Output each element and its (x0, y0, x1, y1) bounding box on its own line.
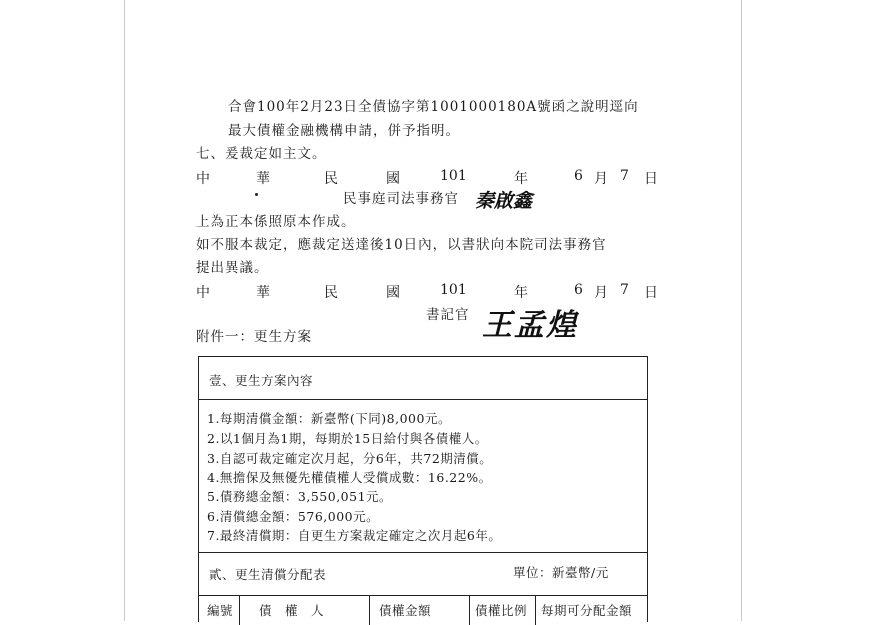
paragraph-line-1: 合會100年2月23日全債協字第1001000180A號函之說明逕向 (228, 99, 639, 115)
date-month: 6 (574, 168, 583, 184)
ruling-date-2 (196, 282, 666, 300)
unit-label: 單位：新臺幣/元 (513, 565, 609, 580)
appeal-line-1: 如不服本裁定，應裁定送達後10日內，以書狀向本院司法事務官 (196, 237, 607, 253)
plan-item: 6.清償總金額：576,000元。 (207, 509, 380, 524)
section-divider (199, 399, 647, 400)
clerk-signature: 王孟煌 (482, 308, 578, 343)
date-char: 國 (386, 285, 400, 301)
date-char: 年 (514, 171, 528, 187)
section2-title: 貳、更生清償分配表 (209, 567, 327, 582)
table-header-top (199, 595, 647, 596)
plan-item: 4.無擔保及無優先權債權人受償成數：16.22%。 (207, 470, 492, 485)
table-header-cell: 債權金額 (379, 603, 432, 618)
copy-note: 上為正本係照原本作成。 (196, 214, 356, 230)
clerk-title: 書記官 (426, 307, 470, 323)
officer-signature: 秦啟鑫 (475, 190, 533, 212)
plan-table (198, 356, 648, 622)
date-char: 民 (324, 285, 338, 301)
date-char: 中 (196, 285, 210, 301)
table-header-cell: 債權比例 (475, 603, 528, 618)
page-left-edge (124, 0, 125, 621)
date-char: 日 (644, 171, 658, 187)
date-char: 月 (594, 171, 608, 187)
page-right-edge (741, 0, 742, 621)
plan-item: 1.每期清償金額：新臺幣(下同)8,000元。 (207, 411, 451, 426)
date-day: 7 (620, 168, 629, 184)
date-day: 7 (620, 282, 629, 298)
date-char: 國 (386, 171, 400, 187)
plan-item: 7.最終清償期：自更生方案裁定確定之次月起6年。 (207, 528, 502, 543)
ruling-item-7: 七、爰裁定如主文。 (196, 146, 327, 162)
appeal-line-2: 提出異議。 (196, 260, 269, 276)
date-char: 中 (196, 171, 210, 187)
ruling-date-1 (196, 168, 666, 186)
annex-title: 附件一：更生方案 (196, 329, 312, 345)
date-char: 月 (594, 285, 608, 301)
section-divider (199, 552, 647, 553)
table-header-cell: 債 權 人 (259, 603, 325, 618)
officer-title: 民事庭司法事務官 (343, 191, 459, 207)
plan-item: 3.自認可裁定確定次月起，分6年，共72期清償。 (207, 451, 493, 466)
section1-title: 壹、更生方案內容 (209, 373, 314, 388)
plan-item: 5.債務總金額：3,550,051元。 (207, 489, 393, 504)
date-char: 民 (324, 171, 338, 187)
table-header-cell: 每期可分配金額 (541, 603, 633, 618)
date-year: 101 (440, 282, 467, 298)
plan-item: 2.以1個月為1期，每期於15日給付與各債權人。 (207, 431, 488, 446)
stray-mark (255, 193, 258, 196)
date-char: 華 (256, 171, 270, 187)
date-char: 日 (644, 285, 658, 301)
paragraph-line-2: 最大債權金融機構申請，併予指明。 (228, 123, 460, 139)
table-header-cell: 編號 (207, 603, 234, 618)
date-char: 年 (514, 285, 528, 301)
date-char: 華 (256, 285, 270, 301)
date-month: 6 (574, 282, 583, 298)
date-year: 101 (440, 168, 467, 184)
